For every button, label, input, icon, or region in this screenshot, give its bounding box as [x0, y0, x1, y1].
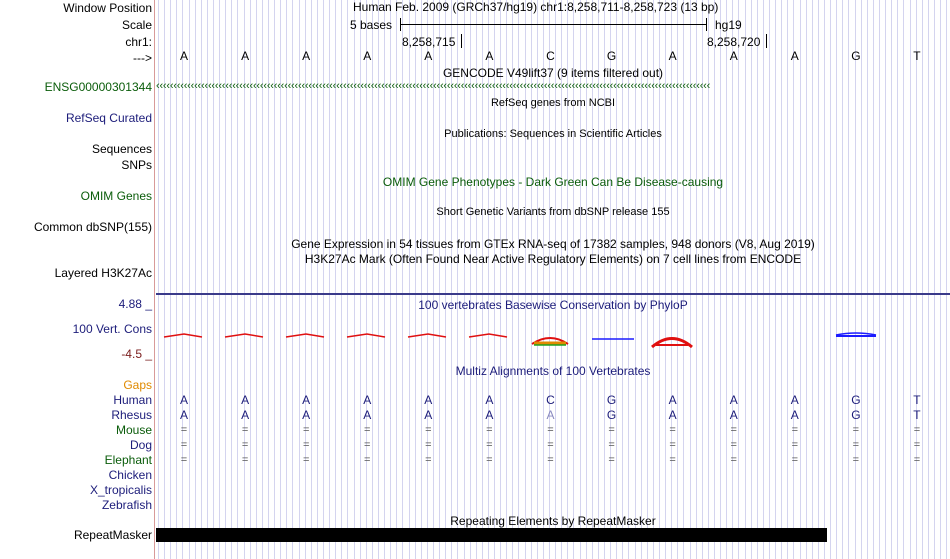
mouse-match: = — [302, 424, 310, 436]
label-xtropicalis[interactable]: X_tropicalis — [89, 483, 152, 497]
human-base: A — [485, 393, 494, 407]
human-base: A — [241, 393, 250, 407]
elephant-match: = — [425, 454, 432, 466]
human-base: A — [424, 393, 433, 407]
label-mouse[interactable]: Mouse — [115, 423, 152, 437]
elephant-match: = — [791, 454, 799, 466]
scale-bar-right-tick — [706, 18, 707, 31]
gtex-title[interactable]: Gene Expression in 54 tissues from GTEx RNA-seq of 17382 samples, 948 donors (V8, Aug 2019) — [291, 237, 815, 251]
rhesus-base: A — [241, 408, 250, 422]
multiz-title[interactable]: Multiz Alignments of 100 Vertebrates — [455, 364, 651, 378]
h3k27ac-signal-track[interactable] — [156, 293, 950, 295]
dog-match: = — [425, 439, 432, 451]
label-zebrafish[interactable]: Zebrafish — [101, 498, 152, 512]
label-phylop-min: -4.5 _ — [121, 347, 152, 361]
assembly-text: hg19 — [715, 18, 742, 32]
mouse-match: = — [241, 424, 249, 436]
label-repeatmasker[interactable]: RepeatMasker — [73, 528, 152, 542]
mouse-match: = — [180, 424, 188, 436]
mouse-match: = — [913, 424, 921, 436]
ruler-base: A — [302, 49, 311, 63]
mouse-match: = — [730, 424, 737, 436]
elephant-match: = — [669, 454, 676, 466]
rhesus-base: G — [606, 408, 617, 422]
dog-match: = — [852, 439, 860, 451]
ruler-base: A — [424, 49, 433, 63]
ruler-base: T — [913, 49, 921, 63]
repeatmasker-title[interactable]: Repeating Elements by RepeatMasker — [450, 514, 656, 528]
scale-bar — [400, 24, 706, 25]
omim-title[interactable]: OMIM Gene Phenotypes - Dark Green Can Be Disease-causing — [382, 175, 724, 189]
coord-right-text: 8,258,720 — [707, 35, 761, 49]
dog-match: = — [913, 439, 921, 451]
rhesus-base: A — [363, 408, 372, 422]
label-gaps[interactable]: Gaps — [123, 378, 152, 392]
mouse-match: = — [364, 424, 371, 436]
ruler-base: A — [179, 49, 188, 63]
elephant-match: = — [730, 454, 737, 466]
mouse-match: = — [852, 424, 860, 436]
rhesus-base: A — [729, 408, 738, 422]
label-phylop[interactable]: 100 Vert. Cons — [72, 322, 152, 336]
ruler-base: G — [851, 49, 861, 63]
label-phylop-max: 4.88 _ — [118, 297, 152, 311]
human-base: G — [606, 393, 617, 407]
human-base: A — [363, 393, 372, 407]
ruler-base: A — [241, 49, 250, 63]
refseq-title[interactable]: RefSeq genes from NCBI — [490, 97, 616, 109]
h3k27ac-title[interactable]: H3K27Ac Mark (Often Found Near Active Regulatory Elements) on 7 cell lines from ENCODE — [304, 252, 802, 266]
rhesus-base: T — [913, 408, 921, 422]
coord-left-tick — [461, 34, 462, 48]
mouse-match: = — [669, 424, 676, 436]
ruler-base: A — [668, 49, 677, 63]
elephant-match: = — [486, 454, 493, 466]
elephant-match: = — [608, 454, 615, 466]
dog-match: = — [669, 439, 676, 451]
rhesus-base: A — [546, 408, 555, 422]
coord-right-tick — [766, 34, 767, 48]
window-position-text: Human Feb. 2009 (GRCh37/hg19) chr1:8,258,711-8,258,723 (13 bp) — [353, 0, 719, 14]
elephant-match: = — [913, 454, 921, 466]
label-divider[interactable] — [154, 0, 155, 559]
label-refseq[interactable]: RefSeq Curated — [65, 111, 152, 125]
label-strand-arrow[interactable]: ---> — [133, 51, 152, 65]
dog-match: = — [364, 439, 371, 451]
dbsnp-title[interactable]: Short Genetic Variants from dbSNP release 155 — [436, 206, 670, 218]
phylop-title[interactable]: 100 vertebrates Basewise Conservation by PhyloP — [418, 298, 688, 312]
ruler-base: C — [546, 49, 555, 63]
mouse-match: = — [547, 424, 554, 436]
gencode-title[interactable]: GENCODE V49lift37 (9 items filtered out) — [442, 66, 664, 80]
label-chr: chr1: — [125, 35, 152, 49]
rhesus-base: A — [790, 408, 799, 422]
label-dbsnp[interactable]: Common dbSNP(155) — [33, 220, 152, 234]
rhesus-base: A — [302, 408, 311, 422]
rhesus-base: A — [485, 408, 494, 422]
label-omim[interactable]: OMIM Genes — [80, 189, 152, 203]
human-base: A — [179, 393, 188, 407]
label-elephant[interactable]: Elephant — [104, 453, 152, 467]
ruler-base: A — [363, 49, 372, 63]
elephant-match: = — [302, 454, 310, 466]
ruler-base: A — [729, 49, 738, 63]
rhesus-base: A — [179, 408, 188, 422]
coord-left-text: 8,258,715 — [402, 35, 456, 49]
elephant-match: = — [180, 454, 188, 466]
human-base: A — [729, 393, 738, 407]
elephant-match: = — [547, 454, 554, 466]
dog-match: = — [180, 439, 188, 451]
human-base: T — [913, 393, 921, 407]
rhesus-base: G — [851, 408, 861, 422]
human-base: A — [790, 393, 799, 407]
dog-match: = — [547, 439, 554, 451]
label-dog[interactable]: Dog — [129, 438, 152, 452]
mouse-match: = — [425, 424, 432, 436]
elephant-match: = — [364, 454, 371, 466]
gencode-gene-track[interactable]: ‹‹‹‹‹‹‹‹‹‹‹‹‹‹‹‹‹‹‹‹‹‹‹‹‹‹‹‹‹‹‹‹‹‹‹‹‹‹‹‹‹‹‹‹‹‹‹‹‹‹‹‹‹‹‹‹‹‹‹‹‹‹‹‹‹‹‹‹‹‹‹‹‹‹‹‹‹‹‹‹‹‹‹‹‹‹‹‹‹‹‹‹‹‹‹‹‹‹‹‹‹‹‹‹‹‹‹‹‹‹‹‹‹‹‹‹‹‹‹‹‹‹‹‹‹‹‹‹‹‹‹‹‹‹‹‹‹‹‹‹‹‹‹‹‹‹‹‹‹‹‹‹‹‹‹‹‹‹‹‹ — [156, 80, 711, 92]
label-human[interactable]: Human — [113, 393, 152, 407]
rhesus-base: A — [668, 408, 677, 422]
phylop-track[interactable] — [156, 320, 950, 360]
human-base: A — [302, 393, 311, 407]
ruler-base: G — [606, 49, 617, 63]
dog-match: = — [486, 439, 493, 451]
label-chicken[interactable]: Chicken — [108, 468, 152, 482]
label-snps[interactable]: SNPs — [121, 158, 152, 172]
human-base: C — [546, 393, 555, 407]
scale-bases-text: 5 bases — [350, 18, 393, 32]
elephant-match: = — [241, 454, 249, 466]
elephant-match: = — [852, 454, 860, 466]
label-rhesus[interactable]: Rhesus — [111, 408, 152, 422]
ruler-base: A — [790, 49, 799, 63]
publications-title[interactable]: Publications: Sequences in Scientific Articles — [444, 128, 662, 140]
dog-match: = — [730, 439, 737, 451]
label-gencode-gene[interactable]: ENSG00000301344 — [44, 80, 152, 94]
repeatmasker-element[interactable] — [156, 528, 827, 542]
phylop-pos-marks — [592, 333, 876, 339]
mouse-match: = — [486, 424, 493, 436]
rhesus-base: A — [424, 408, 433, 422]
ruler-base: A — [485, 49, 494, 63]
label-h3k27ac[interactable]: Layered H3K27Ac — [54, 266, 152, 280]
label-scale: Scale — [121, 18, 152, 32]
label-sequences[interactable]: Sequences — [91, 142, 152, 156]
dog-match: = — [608, 439, 615, 451]
dog-match: = — [791, 439, 799, 451]
label-window-position: Window Position — [63, 1, 152, 15]
dog-match: = — [302, 439, 310, 451]
phylop-neg-marks — [164, 334, 692, 347]
human-base: A — [668, 393, 677, 407]
mouse-match: = — [608, 424, 615, 436]
mouse-match: = — [791, 424, 799, 436]
human-base: G — [851, 393, 861, 407]
dog-match: = — [241, 439, 249, 451]
